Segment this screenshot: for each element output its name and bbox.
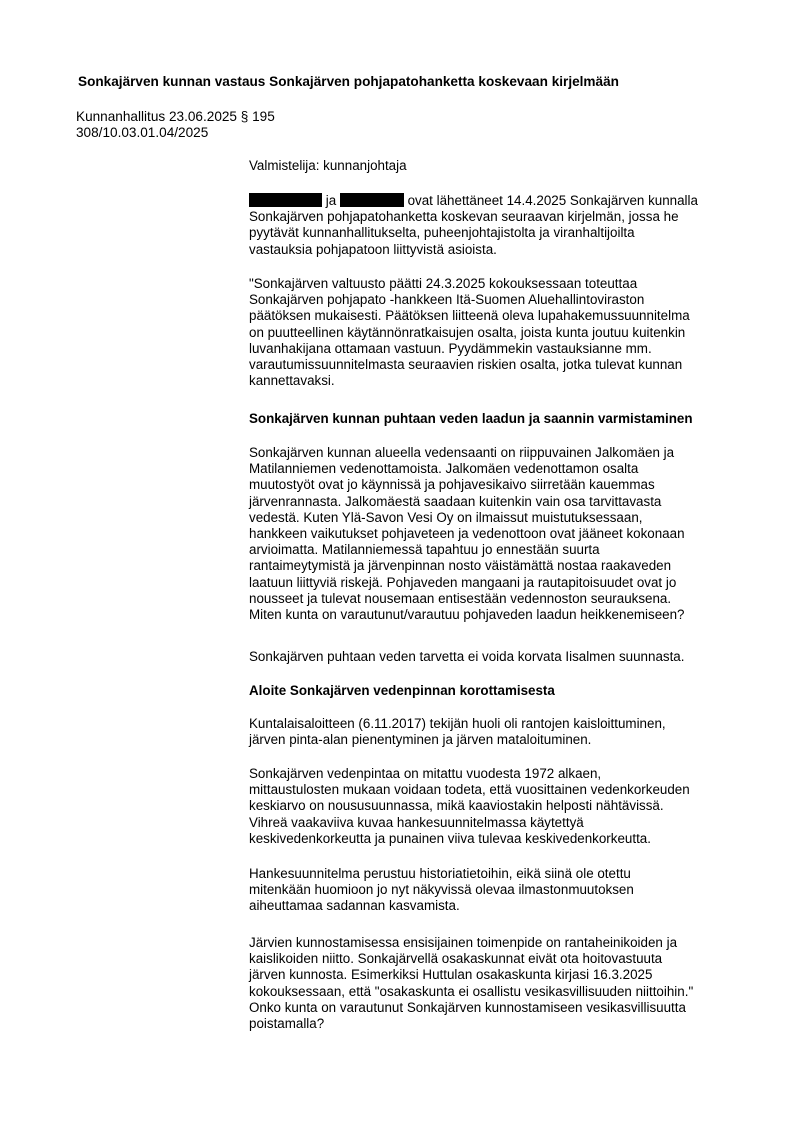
quote-line: Sonkajärven pohjapato -hankkeen Itä-Suomen Aluehallintoviraston [249, 292, 645, 308]
intro-line-1-text: ovat lähettäneet 14.4.2025 Sonkajärven kunnalla [403, 193, 698, 208]
section1-line: laatuun liittyviä riskejä. Pohjaveden mangaani ja rautapitoisuudet ovat jo [249, 574, 677, 590]
section2-paragraph-1 [249, 716, 749, 748]
intro-line: vastauksia pohjapatoon liittyvistä asioista. [249, 241, 497, 257]
section2-line: keskiarvo on noususuunnassa, mikä kaaviostakin helposti nähtävissä. [249, 798, 664, 814]
section2-line: keskivedenkorkeutta ja punainen viiva tulevaa keskivedenkorkeutta. [249, 830, 651, 846]
section2-paragraph-4 [249, 935, 749, 1032]
section2-line: Järvien kunnostamisessa ensisijainen toimenpide on rantaheinikoiden ja [249, 935, 678, 950]
section1-line: arvioimatta. Matilanniemessä tapahtuu jo ennestään suurta [249, 542, 600, 558]
section2-line: Vihreä vaakaviiva kuvaa hankesuunnitelmassa käytettyä [249, 814, 584, 830]
meeting-info: Kunnanhallitus 23.06.2025 § 195 [76, 109, 275, 124]
section1-line: rantaimeytymistä ja järvenpinnan nosto väistämättä nostaa raakaveden [249, 558, 672, 574]
section2-paragraph-2 [249, 766, 749, 847]
section1-line: muutostyöt ovat jo käynnissä ja pohjavesikaivo siirretään kauemmas [249, 477, 655, 493]
section1-line: Matilanniemen vedenottamoista. Jalkomäen vedenottamon osalta [249, 461, 639, 477]
section1-closing-line: Sonkajärven puhtaan veden tarvetta ei voida korvata Iisalmen suunnasta. [249, 649, 685, 664]
section2-line: Sonkajärven vedenpintaa on mitattu vuodesta 1972 alkaen, [249, 766, 602, 781]
section1-closing [249, 649, 749, 665]
intro-line: pyytävät kunnanhallitukselta, puheenjohtajistolta ja viranhaltijoilta [249, 225, 635, 241]
section1-line: järvenrannasta. Jalkomäestä saadaan kuitenkin vain osa tarvittavasta [249, 493, 662, 509]
section2-line: mittaustulosten mukaan voidaan todeta, että vuosittainen vedenkorkeuden [249, 782, 690, 798]
section2-line: kokouksessaan, että "osakaskunta ei osallistu vesikasvillisuuden niittoihin." [249, 983, 694, 999]
section2-line: kaislikoiden niitto. Sonkajärvellä osakaskunnat eivät ota hoitovastuuta [249, 951, 663, 967]
section2-line: mitenkään huomioon jo nyt näkyvissä olevaa ilmastonmuutoksen [249, 882, 634, 898]
document-title: Sonkajärven kunnan vastaus Sonkajärven pohjapatohanketta koskevaan kirjelmään [78, 74, 619, 89]
section1-line: hankkeen vaikutukset pohjaveteen ja vedenottoon ovat jääneet kokonaan [249, 526, 685, 542]
section1-line: Sonkajärven kunnan alueella vedensaanti on riippuvainen Jalkomäen ja [249, 445, 675, 460]
quote-line: kannettavaksi. [249, 373, 335, 389]
section2-line: Hankesuunnitelma perustuu historiatietoihin, eikä siinä ole otettu [249, 866, 631, 881]
section2-line: poistamalla? [249, 1016, 325, 1032]
section1-line: vedestä. Kuten Ylä-Savon Vesi Oy on ilmaissut muistutuksessaan, [249, 509, 643, 525]
section1-line: nousseet ja tulevat nousemaan entisestään vedennoston seurauksena. [249, 590, 672, 606]
section-heading-2: Aloite Sonkajärven vedenpinnan korottamisesta [249, 683, 555, 698]
quote-line: on puutteellinen käytännönratkaisujen osalta, joista kunta joutuu kuitenkin [249, 324, 686, 340]
redacted-name-2 [340, 193, 404, 207]
section2-line: Kuntalaisaloitteen (6.11.2017) tekijän huoli oli rantojen kaisloittuminen, [249, 716, 666, 731]
section2-line: järven pinta-alan pienentyminen ja järven mataloituminen. [249, 732, 592, 748]
section2-line: järven kunnosta. Esimerkiksi Huttulan osakaskunta kirjasi 16.3.2025 [249, 967, 653, 983]
quote-line: varautumissuunnitelmasta seuraavien riskien osalta, jotka tulevat kunnan [249, 357, 683, 373]
quote-line: "Sonkajärven valtuusto päätti 24.3.2025 kokouksessaan toteuttaa [249, 276, 638, 291]
section1-paragraph [249, 445, 749, 623]
preparer-text: Valmistelija: kunnanjohtaja [249, 158, 407, 173]
redacted-name-1 [249, 193, 322, 207]
intro-connector: ja [322, 193, 340, 208]
record-id: 308/10.03.01.04/2025 [76, 125, 209, 140]
section2-line: Onko kunta on varautunut Sonkajärven kunnostamiseen vesikasvillisuutta [249, 999, 686, 1015]
preparer [249, 158, 749, 174]
intro-paragraph [249, 193, 749, 258]
section2-paragraph-3 [249, 866, 749, 915]
quote-line: päätöksen mukaisesti. Päätöksen liitteenä oleva lupahakemussuunnitelma [249, 308, 690, 324]
intro-line: Sonkajärven pohjapatohanketta koskevan seuraavan kirjelmän, jossa he [249, 209, 679, 225]
quote-paragraph [249, 276, 749, 389]
section1-line: Miten kunta on varautunut/varautuu pohjaveden laadun heikkenemiseen? [249, 607, 685, 623]
section2-line: aiheuttamaa sadannan kasvamista. [249, 898, 460, 914]
quote-line: luvanhakijana ottamaan vastuun. Pyydämmekin vastauksianne mm. [249, 340, 652, 356]
section-heading-1: Sonkajärven kunnan puhtaan veden laadun ja saannin varmistaminen [249, 411, 693, 426]
intro-line-1 [249, 193, 749, 209]
